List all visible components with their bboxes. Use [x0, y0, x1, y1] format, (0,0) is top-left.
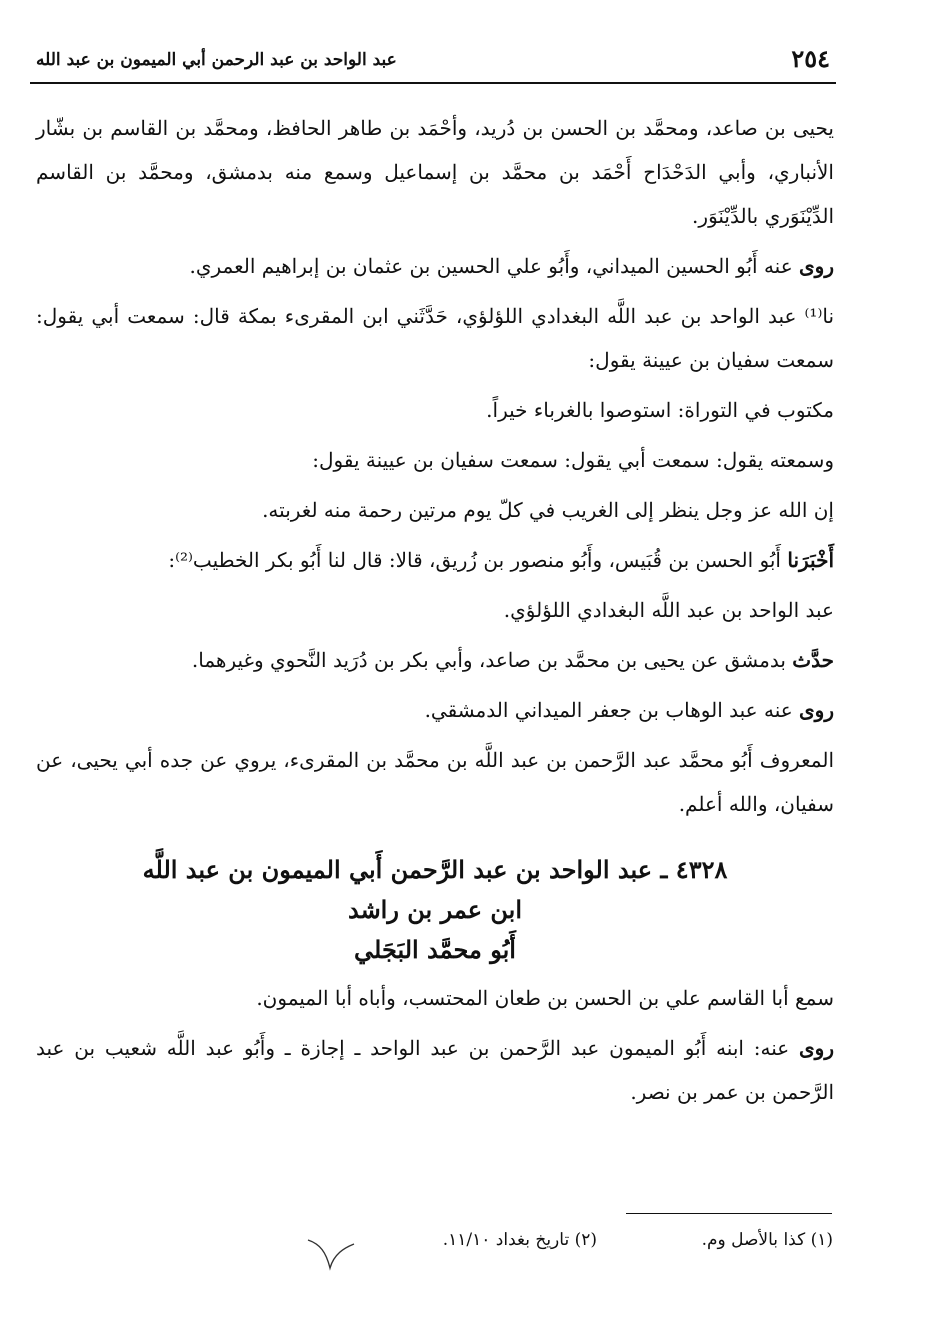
paragraph-2 [36, 244, 834, 288]
entry-title-line-2: ابن عمر بن راشد [347, 895, 523, 924]
paragraph-2-lead: روى [799, 254, 834, 278]
footnote-separator [626, 1213, 832, 1214]
entry-title-line-3: أَبُو محمَّد البَجَلي [354, 935, 516, 964]
page-header [30, 38, 836, 84]
paragraph-13-lead: روى [799, 1036, 834, 1060]
paragraph-12: سمع أبا القاسم علي بن الحسن بن طعان المحتسب، وأباه أبا الميمون. [256, 986, 834, 1010]
paragraph-13-text: عنه: ابنه أَبُو الميمون عبد الرَّحمن بن عبد الواحد ـ إجازة ـ وأَبُو عبد اللَّه شعيب بن عبد الرَّحمن بن عمر بن نصر. [36, 1036, 834, 1104]
paragraph-2-text: عنه أَبُو الحسين الميداني، وأَبُو علي الحسين بن عثمان بن إبراهيم العمري. [189, 254, 800, 278]
paragraph-11: المعروف أَبُو محمَّد عبد الرَّحمن بن عبد اللَّه بن محمَّد بن المقرىء، يروي عن جده أبي يحيى، عن سفيان، والله أعلم. [36, 748, 834, 816]
paragraph-10 [36, 688, 834, 732]
paragraph-9 [36, 638, 834, 682]
paragraph-9-text: بدمشق عن يحيى بن محمَّد بن صاعد، وأبي بكر بن دُرَيد النَّحوي وغيرهما. [191, 648, 793, 672]
paragraph-7-text: أَبُو الحسن بن قُبَيس، وأَبُو منصور بن زُريق، قالا: قال لنا أَبُو بكر الخطيب⁽²⁾: [168, 548, 788, 572]
paragraph-8: عبد الواحد بن عبد اللَّه البغدادي اللؤلؤي. [503, 598, 834, 622]
paragraph-4: مكتوب في التوراة: استوصوا بالغرباء خيراً. [486, 398, 834, 422]
paragraph-10-text: عنه عبد الوهاب بن جعفر الميداني الدمشقي. [424, 698, 800, 722]
entry-title [36, 850, 834, 970]
paragraph-13 [36, 1026, 834, 1114]
main-text [36, 106, 834, 1120]
paragraph-7 [36, 538, 834, 582]
handwritten-mark [300, 1234, 360, 1274]
paragraph-5: وسمعته يقول: سمعت أبي يقول: سمعت سفيان بن عيينة يقول: [312, 448, 834, 472]
page-number: ٢٥٤ [791, 44, 830, 73]
footnote-2: (٢) تاريخ بغداد ١١/١٠. [442, 1230, 597, 1250]
running-title: عبد الواحد بن عبد الرحمن أبي الميمون بن عبد الله [36, 50, 397, 70]
paragraph-10-lead: روى [799, 698, 834, 722]
footnote-1: (١) كذا بالأصل وم. [701, 1230, 833, 1250]
entry-title-line-1: ٤٣٢٨ ـ عبد الواحد بن عبد الرَّحمن أَبي الميمون بن عبد اللَّه [142, 855, 728, 884]
paragraph-7-lead: أَخْبَرَنا [787, 548, 834, 572]
paragraph-3: نا⁽¹⁾ عبد الواحد بن عبد اللَّه البغدادي اللؤلؤي، حَدَّثَني ابن المقرىء بمكة قال: سمعت أبي يقول: سمعت سفيان بن عيينة يقول: [36, 304, 835, 372]
paragraph-9-lead: حدَّث [792, 648, 834, 672]
paragraph-6: إن الله عز وجل ينظر إلى الغريب في كلّ يوم مرتين رحمة منه لغربته. [262, 498, 834, 522]
paragraph-1: يحيى بن صاعد، ومحمَّد بن الحسن بن دُريد، وأحْمَد بن طاهر الحافظ، ومحمَّد بن القاسم بن بشّار الأنباري، وأبي الدَحْدَاح أَحْمَد بن محمَّد بن إسماعيل وسمع منه بدمشق، ومحمَّد بن القاسم الدِّيْنَوَري بالدِّيْنَوَر. [36, 116, 834, 228]
